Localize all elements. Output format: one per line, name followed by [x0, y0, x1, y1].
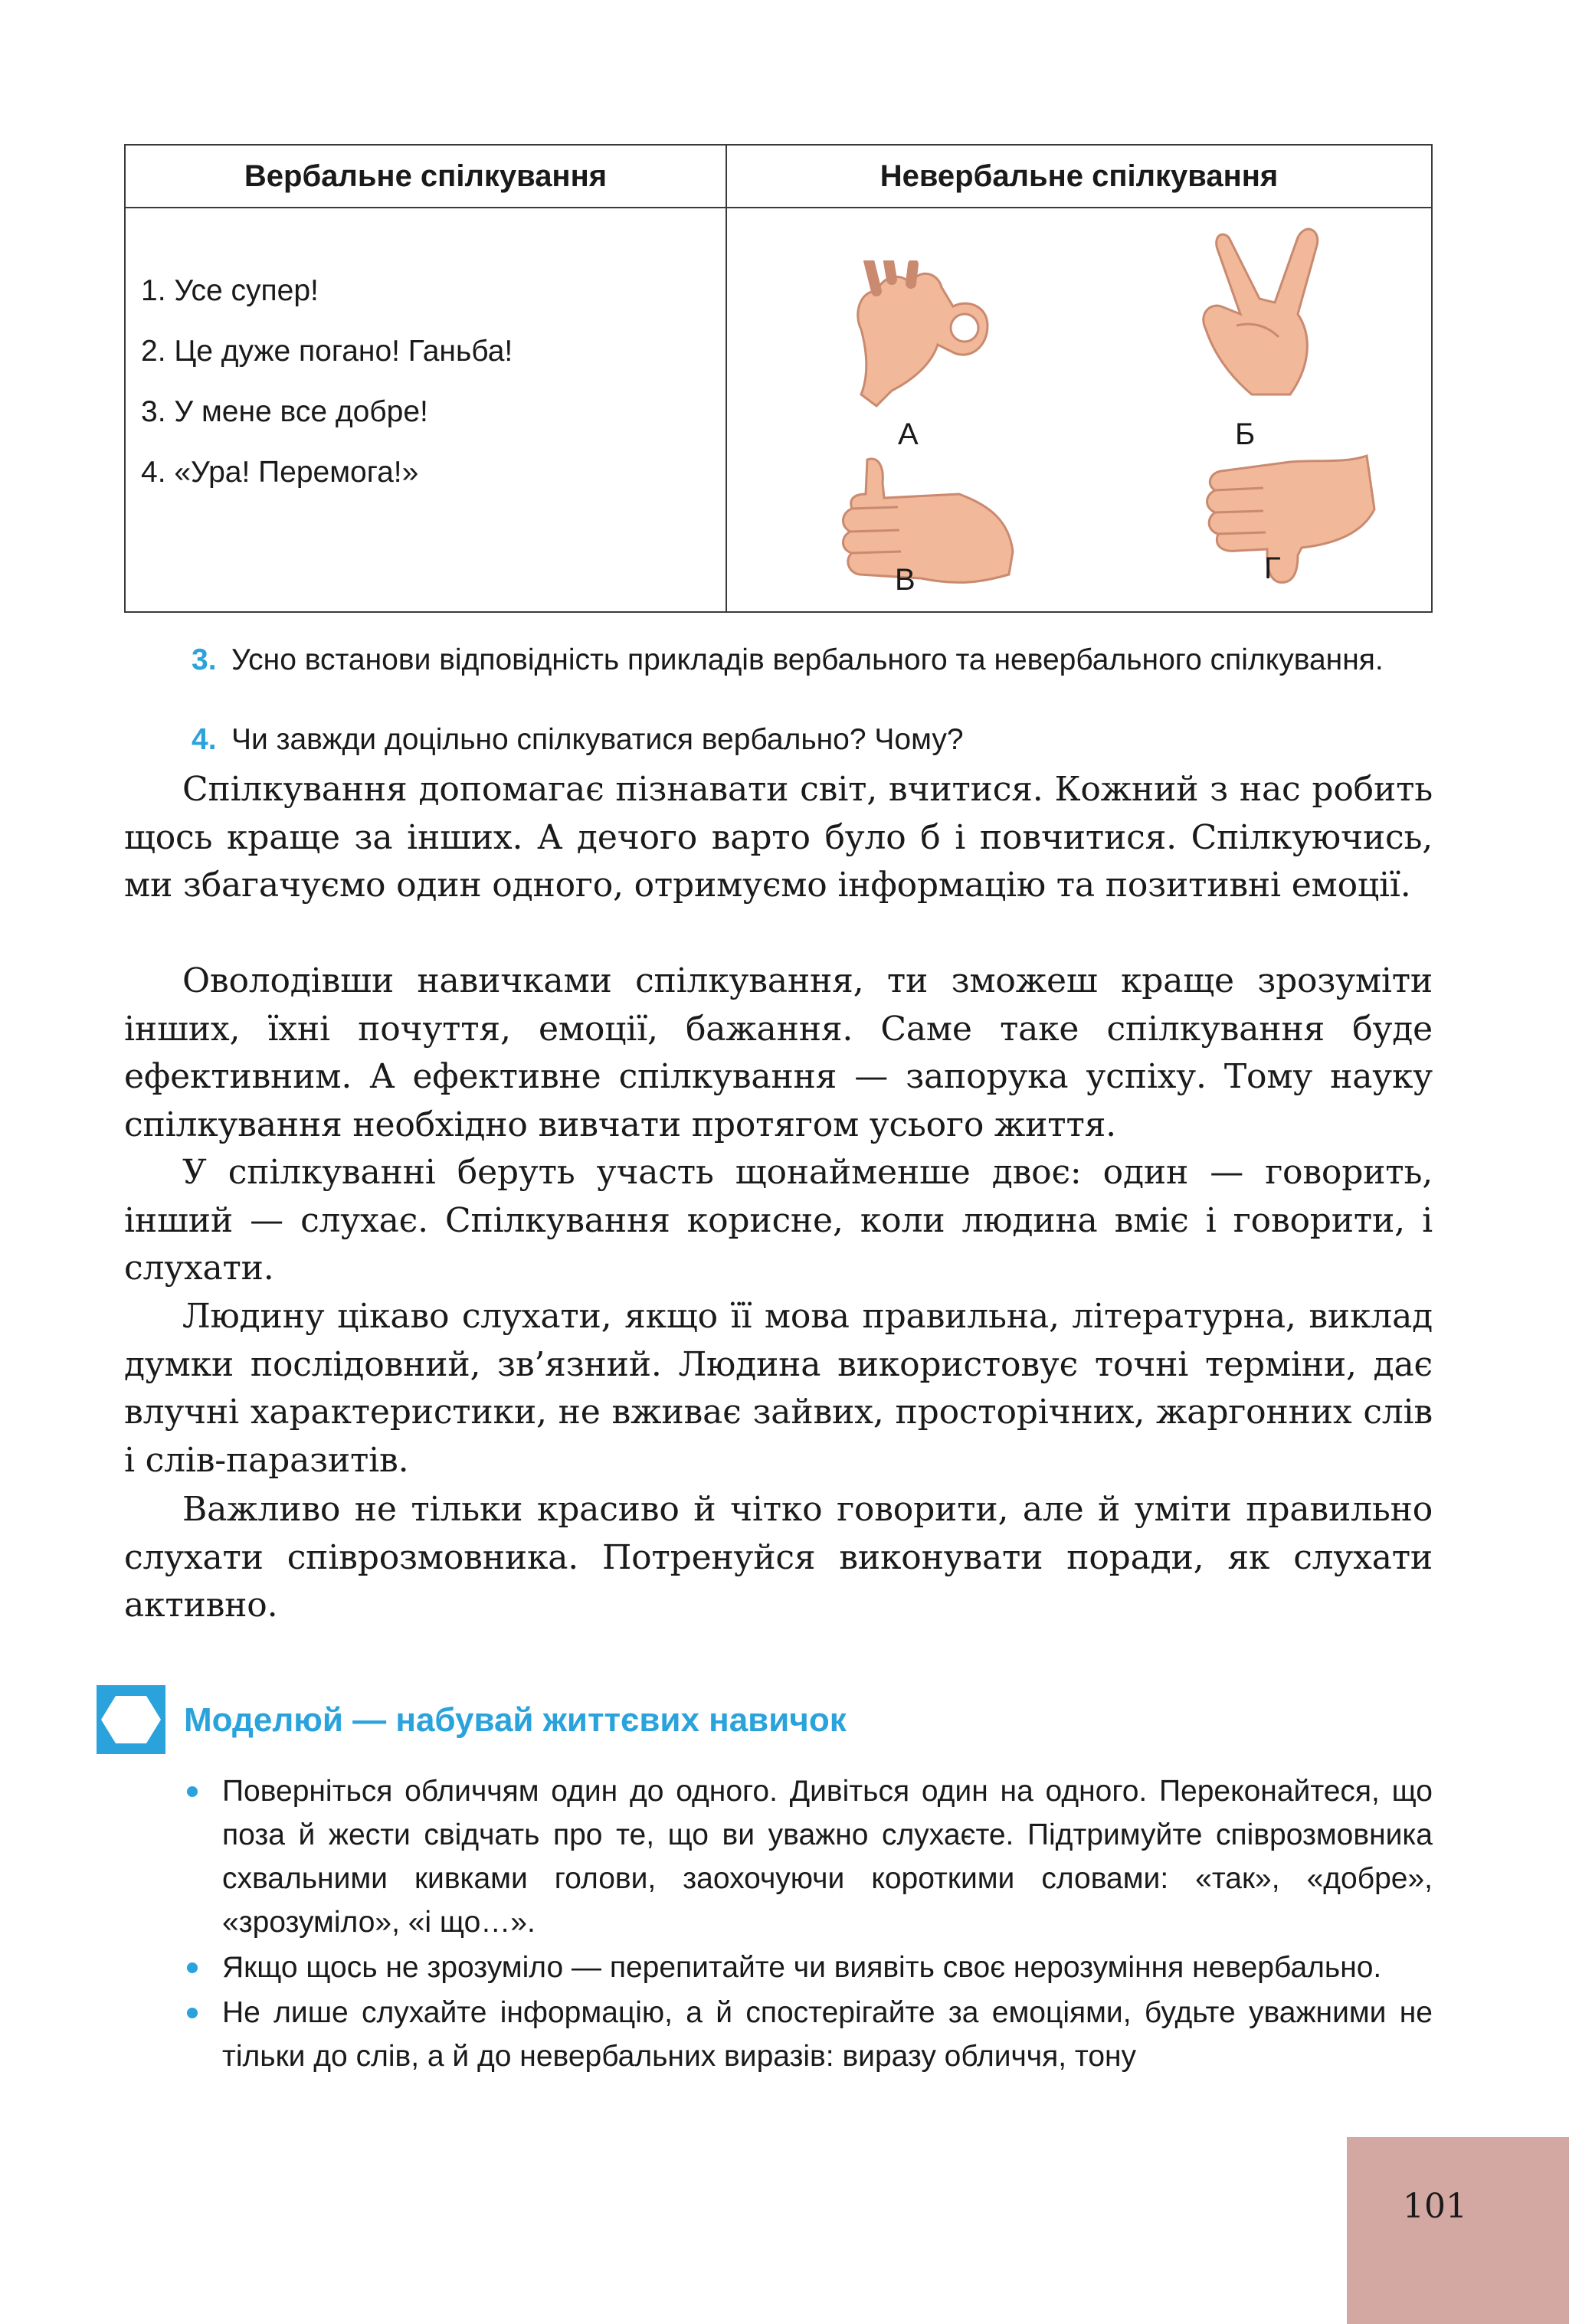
hexagon-icon: [97, 1685, 165, 1754]
list-item: 3. У мене все добре!: [141, 395, 428, 428]
paragraph-5: Важливо не тільки красиво й чітко говорити, але й уміти правильно слухати співрозмовника. Потренуйся виконувати поради, як слухати активно.: [124, 1490, 1433, 1625]
comparison-table: [124, 144, 1433, 613]
list-item: 4. «Ура! Перемога!»: [141, 456, 419, 489]
gesture-label-b: Б: [1235, 417, 1256, 451]
list-item: [184, 1991, 1433, 2078]
gesture-label-g: Г: [1264, 552, 1281, 585]
table-divider-vertical: [726, 146, 727, 611]
section-title: Моделюй — набувай життєвих навичок: [184, 1701, 847, 1739]
victory-hand-icon: [1183, 222, 1336, 406]
task-text: Усно встанови відповідність прикладів вербального та невербального спілкування.: [231, 643, 1384, 676]
task-3: [192, 640, 1433, 725]
bullet-text: Поверніться обличчям один до одного. Дивіться один на одного. Переконайтеся, що поза й жести свідчать про те, що ви уважно слухаєте. Підтримуйте співрозмовника схвальними кивками голови, заохочуючи короткими словами: «так», «добре», «зрозуміло», «і що…».: [222, 1775, 1433, 1939]
paragraph-1: Спілкування допомагає пізнавати світ, вчитися. Кожний з нас робить щось краще за інших. А дечого варто було б і повчитися. Спілкуючись, ми збагачуємо один одного, отримуємо інформацію та позитивні емоції.: [124, 770, 1433, 905]
bullet-icon: [187, 1962, 198, 1973]
page-number: 101: [1403, 2187, 1467, 2226]
verbal-examples-list: [141, 260, 513, 502]
thumbs-down-icon: [1191, 448, 1382, 586]
tips-list: [184, 1769, 1433, 2080]
gesture-label-a: А: [898, 417, 919, 451]
task-text: Чи завжди доцільно спілкуватися вербально? Чому?: [231, 723, 964, 756]
paragraph-4: Людину цікаво слухати, якщо її мова правильна, літературна, виклад думки послідовний, зв’язний. Людина використовує точні терміни, дає влучні характеристики, не вживає зайвих, просторічних, жаргонних слів і слів-паразитів.: [124, 1297, 1433, 1480]
header-nonverbal: Невербальне спілкування: [879, 159, 1279, 193]
header-verbal: Вербальне спілкування: [244, 159, 608, 193]
bullet-text: Якщо щось не зрозуміло — перепитайте чи виявіть своє нерозуміння невербально.: [222, 1951, 1382, 1984]
bullet-text: Не лише слухайте інформацію, а й спостерігайте за емоціями, будьте уважними не тільки до слів, а й до невербальних виразів: виразу обличчя, тону: [222, 1996, 1433, 2073]
task-number: 4.: [192, 723, 217, 756]
list-item: [184, 1946, 1433, 1989]
bullet-icon: [187, 2008, 198, 2018]
list-item: 2. Це дуже погано! Ганьба!: [141, 335, 513, 368]
gesture-label-v: В: [895, 563, 916, 597]
list-item: 1. Усе супер!: [141, 274, 319, 307]
table-divider-horizontal: [126, 207, 1431, 208]
paragraph-2: Оволодівши навичками спілкування, ти зможеш краще зрозуміти інших, їхні почуття, емоції, бажання. Саме таке спілкування буде ефективним. А ефективне спілкування — запорука успіху. Тому науку спілкування необхідно вивчати протягом усього життя.: [124, 961, 1433, 1144]
paragraph-3: У спілкуванні беруть участь щонайменше двоє: один — говорить, інший — слухає. Спілкування корисне, коли людина вміє і говорити, і слухати.: [124, 1153, 1433, 1288]
task-number: 3.: [192, 643, 217, 676]
task-4: [192, 720, 1433, 762]
bullet-icon: [187, 1786, 198, 1797]
thumbs-up-icon: [829, 452, 1020, 590]
page-number-tab: [1347, 2137, 1569, 2324]
ok-hand-icon: [846, 260, 1030, 414]
list-item: [184, 1769, 1433, 1944]
